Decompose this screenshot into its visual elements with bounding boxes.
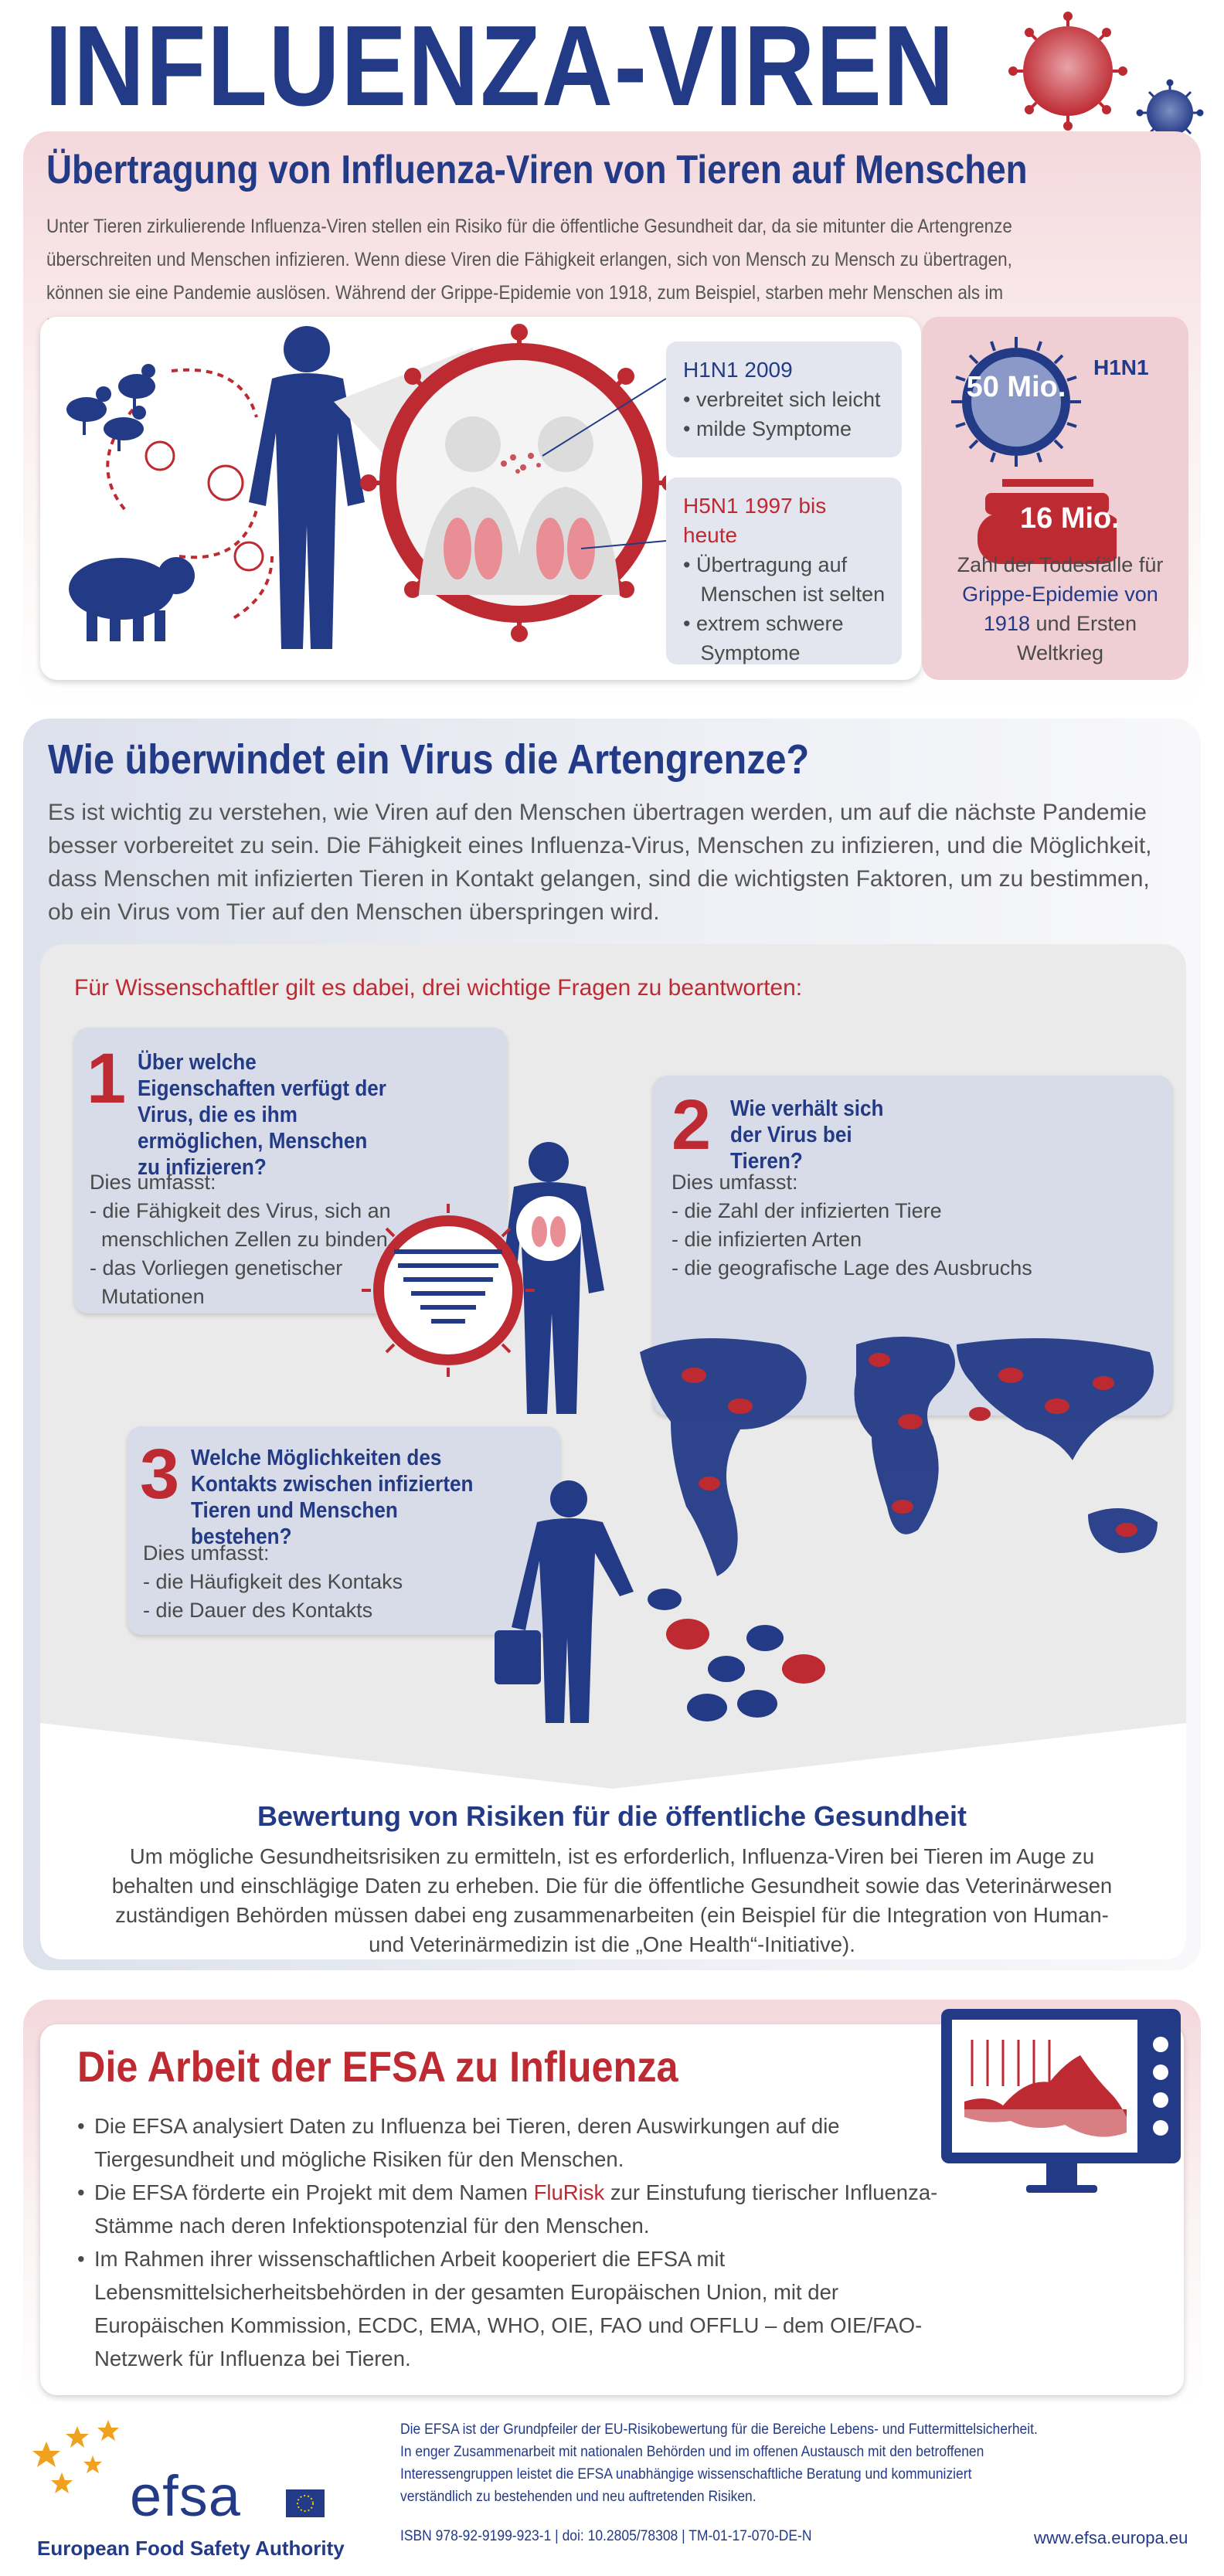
- caption-suffix: und Ersten Weltkrieg: [1016, 612, 1137, 664]
- virus-lungs-icon: [362, 326, 666, 640]
- footer-meta: ISBN 978-92-9199-923-1 | doi: 10.2805/78308 | TM-01-17-070-DE-N: [400, 2528, 812, 2544]
- h5n1-item: • extrem schwere: [683, 612, 844, 635]
- question-item: - die Fähigkeit des Virus, sich an: [90, 1199, 391, 1222]
- human-silhouette-icon: [249, 326, 365, 649]
- birds-icon: [66, 364, 155, 451]
- question-item: - das Vorliegen genetischer: [90, 1256, 343, 1280]
- question-title: Wie verhält sich der Virus bei Tieren?: [730, 1096, 884, 1174]
- h1n1-item: • milde Symptome: [683, 417, 852, 440]
- efsa-work-list: [77, 2109, 943, 2375]
- virus-illustration: [991, 9, 1222, 148]
- efsa-work-item: [77, 2176, 943, 2242]
- transmission-title: Übertragung von Influenza-Viren von Tieren auf Menschen: [46, 148, 1028, 192]
- question-number: 2: [672, 1086, 712, 1164]
- questions-lead: Für Wissenschaftler gilt es dabei, drei wichtige Fragen zu beantworten:: [74, 975, 803, 1001]
- footer-url-link[interactable]: www.efsa.europa.eu: [1034, 2528, 1188, 2547]
- page-title: INFLUENZA-VIREN: [45, 2, 956, 130]
- question-item: Mutationen: [90, 1285, 205, 1308]
- question-details: [672, 1168, 1135, 1283]
- efsa-work-title: Die Arbeit der EFSA zu Influenza: [77, 2042, 678, 2091]
- question-item: - die Zahl der infizierten Tiere: [672, 1199, 942, 1222]
- footer-description: Die EFSA ist der Grundpfeiler der EU-Risikobewertung für die Bereiche Lebens- und Futtermittelsicherheit. In enger Zusammenarbeit mit nationalen Behörden und im offenen Austausch mit den betroffenen Interessengruppen leistet die EFSA unabhängige wissenschaftliche Beratung und kommuniziert verständlich zu bestehenden und neu auftretenden Risiken.: [400, 2421, 1038, 2505]
- question-item: - die Häufigkeit des Kontaks: [143, 1570, 403, 1593]
- stats-h1n1-label: H1N1: [1093, 355, 1149, 379]
- caption-highlight: Grippe-Epidemie von 1918: [962, 583, 1158, 635]
- efsa-logo-text: efsa: [130, 2464, 241, 2528]
- h5n1-item: Menschen ist selten: [683, 583, 886, 606]
- h5n1-box: [666, 477, 902, 664]
- chickens-icon: [648, 1589, 825, 1721]
- question-intro: Dies umfasst:: [672, 1171, 798, 1194]
- species-barrier-intro: Es ist wichtig zu verstehen, wie Viren auf den Menschen übertragen werden, um auf die nächste Pandemie besser vorbereitet zu sein. Die Fähigkeit eines Influenza-Virus, Menschen zu infizieren, und die Möglichkeit, dass Menschen mit infizierten Tieren in Kontakt gelangen, sind die wichtigsten Faktoren, um zu bestimmen, ob ein Virus vom Tier auf den Menschen überspringen wird.: [48, 800, 1152, 925]
- farmer-icon: [495, 1480, 634, 1723]
- virus-small-icon: [209, 466, 243, 500]
- flurisk-highlight: FluRisk: [533, 2180, 605, 2204]
- flu-deaths-value: 50 Mio.: [966, 371, 1066, 403]
- transmission-intro: Unter Tieren zirkulierende Influenza-Viren stellen ein Risiko für die öffentliche Gesundheit dar, da sie mitunter die Artengrenze überschreiten und Menschen infizieren. Wenn diese Viren die Fähigkeit erlangen, sich von Mensch zu Mensch zu übertragen, können sie eine Pandemie auslösen. Während der Grippe-Epidemie von 1918, zum Beispiel, starben mehr Menschen als im: [46, 216, 1012, 304]
- species-barrier-title: Wie überwindet ein Virus die Artengrenze?: [48, 736, 810, 783]
- question-number: 3: [140, 1435, 180, 1514]
- caption-prefix: Zahl der Todesfälle für: [957, 553, 1164, 576]
- h1n1-2009-box: [666, 342, 902, 457]
- efsa-full-name: European Food Safety Authority: [37, 2537, 345, 2560]
- transmission-illustration: [40, 317, 666, 680]
- eu-flag-icon: [286, 2489, 325, 2517]
- question-intro: Dies umfasst:: [90, 1171, 216, 1194]
- assessment-text: Um mögliche Gesundheitsrisiken zu ermitteln, ist es erforderlich, Influenza-Viren bei Tieren im Auge zu behalten und einschlägige Daten zu erheben. Die für die öffentliche Gesundheit sowie das Veterinärwesen zuständigen Behörden müssen dabei eng zusammenarbeiten (ein Beispiel für die Integration von Human- und Veterinärmedizin ist die „One Health“-Initiative).: [111, 1844, 1113, 1956]
- infected-person-illustration: [355, 1136, 634, 1422]
- h5n1-item: Symptome: [683, 641, 801, 664]
- pig-icon: [69, 557, 195, 641]
- efsa-work-item: • Im Rahmen ihrer wissenschaftlichen Arbeit kooperiert die EFSA mit Lebensmittelsicherheitsbehörden in der gesamten Europäischen Union, mit der Europäischen Kommission, ECDC, EMA, WHO, OIE, FAO und OFFLU – dem OIE/FAO-Netzwerk für Influenza bei Tieren.: [77, 2242, 943, 2375]
- h1n1-box-title: H1N1 2009: [683, 358, 793, 382]
- efsa-work-item: • Die EFSA analysiert Daten zu Influenza bei Tieren, deren Auswirkungen auf die Tiergesundheit und mögliche Risiken für den Menschen.: [77, 2109, 943, 2176]
- item-suffix: zur Einstufung tierischer Influenza-Stämme nach deren Infektionspotenzial für den Menschen.: [94, 2180, 938, 2238]
- question-item: - die infizierten Arten: [672, 1228, 862, 1251]
- stars-icon: [32, 2420, 119, 2493]
- question-item: - die Dauer des Kontakts: [143, 1599, 373, 1622]
- death-stats-caption: [944, 550, 1176, 668]
- death-stats-graphic: [931, 331, 1117, 586]
- item-prefix: Die EFSA förderte ein Projekt mit dem Namen: [94, 2180, 534, 2204]
- virus-red-icon: [1010, 13, 1126, 129]
- assessment-title: Bewertung von Risiken für die öffentliche Gesundheit: [257, 1800, 967, 1832]
- question-item: - die geografische Lage des Ausbruchs: [672, 1256, 1032, 1280]
- question-title: Welche Möglichkeiten des Kontakts zwischen infizierten Tieren und Menschen bestehen?: [191, 1446, 474, 1549]
- question-number: 1: [87, 1039, 127, 1118]
- war-deaths-value: 16 Mio.: [1020, 502, 1120, 535]
- h5n1-item: • Übertragung auf: [683, 553, 848, 576]
- monitor-chart-illustration: [941, 2009, 1190, 2202]
- h1n1-item: • verbreitet sich leicht: [683, 388, 881, 411]
- question-details: [143, 1539, 545, 1625]
- h5n1-box-title: H5N1 1997 bis heute: [683, 494, 827, 547]
- question-intro: Dies umfasst:: [143, 1541, 270, 1565]
- question-title: Über welche Eigenschaften verfügt der Virus, die es ihm ermöglichen, Menschen zu infizieren?: [138, 1050, 386, 1180]
- farmer-feeding-illustration: [495, 1476, 850, 1731]
- question-item: menschlichen Zellen zu binden: [90, 1228, 388, 1251]
- virus-striped-icon: [362, 1204, 535, 1377]
